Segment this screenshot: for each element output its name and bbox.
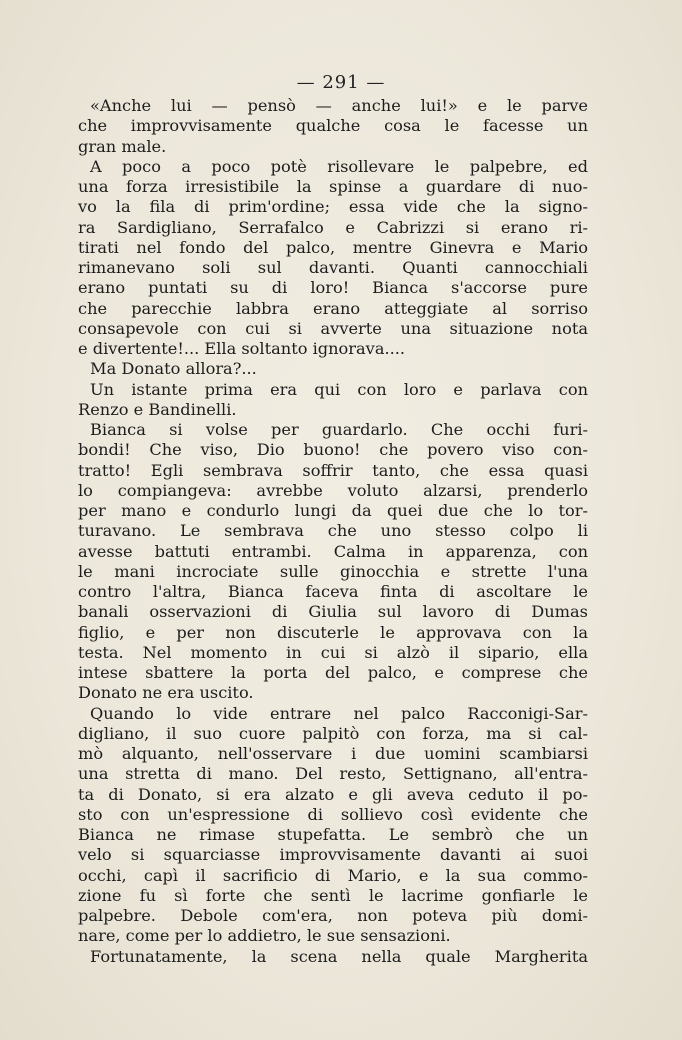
text-line: una stretta di mano. Del resto, Settignano, all'entra-: [78, 764, 588, 784]
text-line: consapevole con cui si avverte una situazione nota: [78, 318, 588, 338]
text-line: contro l'altra, Bianca faceva finta di ascoltare le: [78, 582, 588, 601]
text-line: palpebre. Debole com'era, non poteva più domi-: [78, 906, 588, 925]
text-line: occhi, capì il sacrificio di Mario, e la sua commo-: [78, 865, 588, 885]
text-line: velo si squarciasse improvvisamente davanti ai suoi: [78, 845, 588, 865]
text-line: nare, come per lo addietro, le sue sensazioni.: [78, 926, 451, 946]
text-line: erano puntati su di loro! Bianca s'accorse pure: [78, 278, 588, 298]
text-line: che parecchie labbra erano atteggiate al sorriso: [78, 298, 588, 318]
text-line: intese sbattere la porta del palco, e comprese che: [78, 663, 588, 682]
text-line: Donato ne era uscito.: [78, 683, 254, 703]
text-line: lo compiangeva: avrebbe voluto alzarsi, prenderlo: [78, 480, 588, 500]
text-line: vo la fila di prim'ordine; essa vide che la signo-: [78, 197, 588, 217]
text-line: Quando lo vide entrare nel palco Racconigi-Sar-: [90, 703, 588, 723]
text-line: e divertente!... Ella soltanto ignorava....: [78, 339, 406, 358]
text-line: ra Sardigliano, Serrafalco e Cabrizzi si erano ri-: [78, 217, 588, 237]
text-line: Fortunatamente, la scena nella quale Margherita: [90, 946, 588, 966]
text-line: gran male.: [78, 136, 167, 156]
body-text: [78, 96, 588, 967]
text-line: per mano e condurlo lungi da quei due che lo tor-: [78, 501, 588, 520]
text-line: ta di Donato, si era alzato e gli aveva ceduto il po-: [78, 784, 588, 804]
text-line: Un istante prima era qui con loro e parlava con: [90, 379, 588, 399]
text-line: Bianca ne rimase stupefatta. Le sembrò che un: [78, 825, 588, 844]
text-line: mò alquanto, nell'osservare i due uomini scambiarsi: [78, 744, 588, 763]
text-line: tratto! Egli sembrava soffrir tanto, che essa quasi: [78, 460, 588, 480]
text-line: bondi! Che viso, Dio buono! che povero viso con-: [78, 440, 588, 460]
text-line: testa. Nel momento in cui si alzò il sipario, ella: [78, 642, 588, 662]
text-line: zione fu sì forte che sentì le lacrime gonfiarle le: [78, 885, 588, 905]
text-line: che improvvisamente qualche cosa le facesse un: [78, 116, 588, 136]
text-line: digliano, il suo cuore palpitò con forza, ma si cal-: [78, 723, 588, 743]
text-line: Ma Donato allora?...: [90, 359, 257, 379]
text-line: avesse battuti entrambi. Calma in apparenza, con: [78, 541, 588, 561]
text-line: una forza irresistibile la spinse a guardare di nuo-: [78, 177, 588, 196]
text-line: Renzo e Bandinelli.: [78, 399, 237, 419]
text-line: tirati nel fondo del palco, mentre Ginevra e Mario: [78, 237, 588, 257]
text-line: rimanevano soli sul davanti. Quanti cannocchiali: [78, 258, 588, 277]
text-line: banali osservazioni di Giulia sul lavoro di Dumas: [78, 602, 588, 622]
text-line: «Anche lui — pensò — anche lui!» e le parve: [90, 96, 588, 115]
text-line: figlio, e per non discuterle le approvava con la: [78, 622, 588, 642]
text-line: turavano. Le sembrava che uno stesso colpo li: [78, 521, 588, 541]
text-line: Bianca si volse per guardarlo. Che occhi furi-: [90, 420, 588, 439]
page-number: — 291 —: [296, 72, 386, 93]
text-line: sto con un'espressione di sollievo così evidente che: [78, 804, 588, 824]
text-line: le mani incrociate sulle ginocchia e strette l'una: [78, 561, 588, 581]
text-line: A poco a poco potè risollevare le palpebre, ed: [90, 156, 588, 176]
